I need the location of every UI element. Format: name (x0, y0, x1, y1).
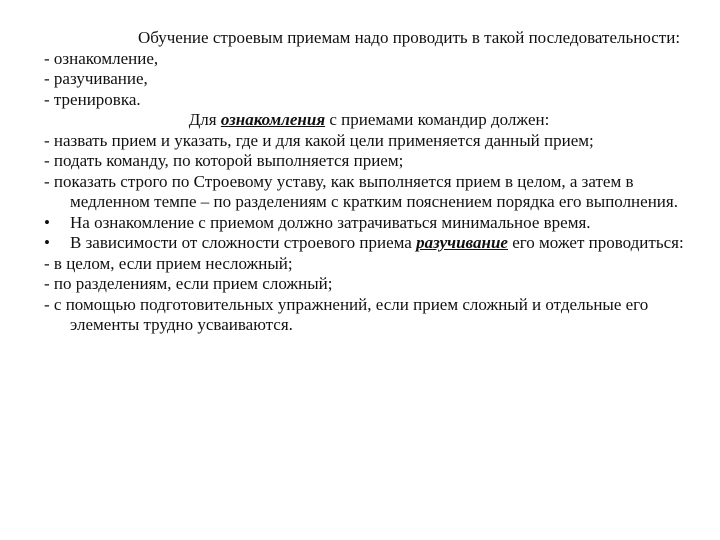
bullet2-after: его может проводиться: (507, 233, 684, 252)
bullet2-before: В зависимости от сложности строевого приема (70, 233, 417, 252)
slide-title: Обучение строевым приемам надо проводить в такой последовательности: (137, 28, 681, 47)
duty-item: - подать команду, по которой выполняется прием; (44, 151, 404, 170)
intro-emphasis: ознакомления (220, 110, 326, 129)
intro-before: Для (188, 110, 221, 129)
bullet-marker-icon: • (44, 233, 50, 252)
duty-item: - назвать прием и указать, где и для какой цели применяется данный прием; (44, 130, 594, 150)
intro-line (44, 110, 694, 131)
stage-item: - ознакомление, (44, 48, 159, 68)
bullet-item (44, 233, 694, 254)
method-item: - по разделениям, если прием сложный; (44, 274, 333, 293)
method-item: - в целом, если прием несложный; (44, 253, 293, 273)
bullet2-emphasis: разучивание (416, 233, 508, 252)
intro-after: с приемами командир должен: (325, 110, 550, 129)
slide-text (44, 28, 694, 336)
method-item: - с помощью подготовительных упражнений, если прием сложный и отдельные его элементы трудно усваиваются. (44, 294, 649, 334)
bullet-marker-icon: • (44, 212, 50, 232)
bullet-text: На ознакомление с приемом должно затрачиваться минимальное время. (70, 212, 591, 232)
stage-item: - тренировка. (44, 89, 141, 109)
stage-item: - разучивание, (44, 69, 148, 88)
bullet-item (44, 213, 694, 234)
duty-item: - показать строго по Строевому уставу, как выполняется прием в целом, а затем в медленном темпе – по разделениям с кратким пояснением порядка его выполнения. (44, 171, 678, 211)
